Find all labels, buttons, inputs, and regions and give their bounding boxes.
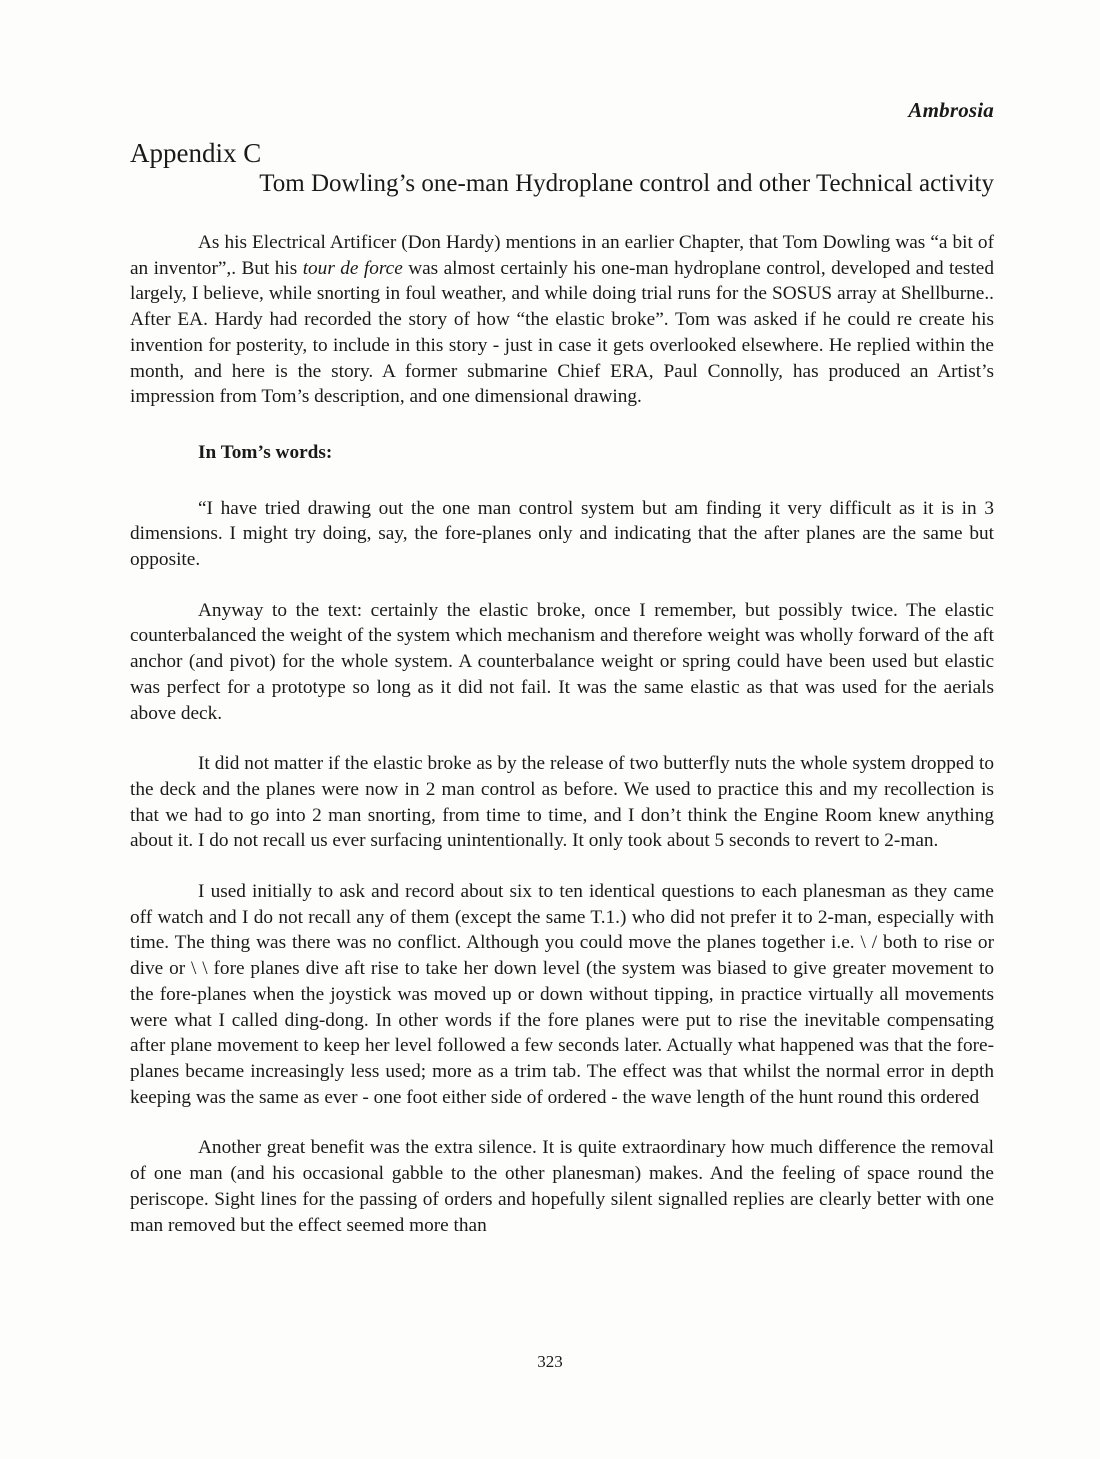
- appendix-title: Tom Dowling’s one-man Hydroplane control and other Technical activity: [259, 170, 994, 197]
- running-head: Ambrosia: [908, 98, 994, 122]
- paragraph-silence: Another great benefit was the extra silence. It is quite extraordinary how much difference the removal of one man (and his occasional gabble to the other planesman) makes. And the feeling of space round the periscope. Sight lines for the passing of orders and hopefully silent signalled replies are clearly better with one man removed but the effect seemed more than: [130, 1137, 994, 1236]
- paragraph-elastic: Anyway to the text: certainly the elastic broke, once I remember, but possibly twice. The elastic counterbalanced the weight of the system which mechanism and therefore weight was wholly forward of the aft anchor (and pivot) for the whole system. A counterbalance weight or spring could have been used but elastic was perfect for a prototype so long as it did not fail. It was the same elastic as that was used for the aerials above deck.: [130, 599, 994, 724]
- paragraph-intro-before: As his Electrical Artificer (Don Hardy) mentions in an earlier Chapter, that Tom Dowling was “a bit of an inventor”,. But his: [130, 232, 994, 279]
- paragraph-butterfly-nuts: It did not matter if the elastic broke as by the release of two butterfly nuts the whole system dropped to the deck and the planes were now in 2 man control as before. We used to practice this and my recollection is that we had to go into 2 man snorting, from time to time, and I don’t think the Engine Room knew anything about it. I do not recall us ever surfacing unintentionally. It only took about 5 seconds to revert to 2-man.: [130, 753, 994, 852]
- paragraph-intro-after: was almost certainly his one-man hydroplane control, developed and tested largely, I believe, while snorting in foul weather, and while doing trial runs for the SOSUS array at Shellburne.. After EA. Hardy had recorded the story of how “the elastic broke”. Tom was asked if he could re create his invention for posterity, to include in this story - just in case it gets overlooked elsewhere. He replied within the month, and here is the story. A former submarine Chief ERA, Paul Connolly, has produced an Artist’s impression from Tom’s description, and one dimensional drawing.: [130, 257, 994, 408]
- paragraph-drawing: “I have tried drawing out the one man control system but am finding it very difficult as it is in 3 dimensions. I might try doing, say, the fore-planes only and indicating that the after planes are the same but opposite.: [130, 497, 994, 571]
- paragraph-intro-italic: tour de force: [302, 257, 403, 279]
- paragraph-intro: [130, 230, 994, 410]
- body-text: [130, 230, 994, 1238]
- subheading-toms-words: In Tom’s words:: [198, 441, 333, 463]
- page-number: 323: [537, 1352, 563, 1371]
- appendix-label: Appendix C: [130, 138, 262, 168]
- paragraph-planesman-questions: I used initially to ask and record about six to ten identical questions to each planesman as they came off watch and I do not recall any of them (except the same T.1.) who did not prefer it to 2-man, especially with time. The thing was there was no conflict. Although you could move the planes together i.e. \ / both to rise or dive or \ \ fore planes dive aft rise to take her down level (the system was biased to give greater movement to the fore-planes when the joystick was moved up or down without tipping, in practice virtually all movements were what I called ding-dong. In other words if the fore planes were put to rise the inevitable compensating after plane movement to keep her level followed a few seconds later. Actually what happened was that the fore-planes became increasingly less used; more as a trim tab. The effect was that whilst the normal error in depth keeping was the same as ever - one foot either side of ordered - the wave length of the hunt round this ordered: [130, 881, 994, 1108]
